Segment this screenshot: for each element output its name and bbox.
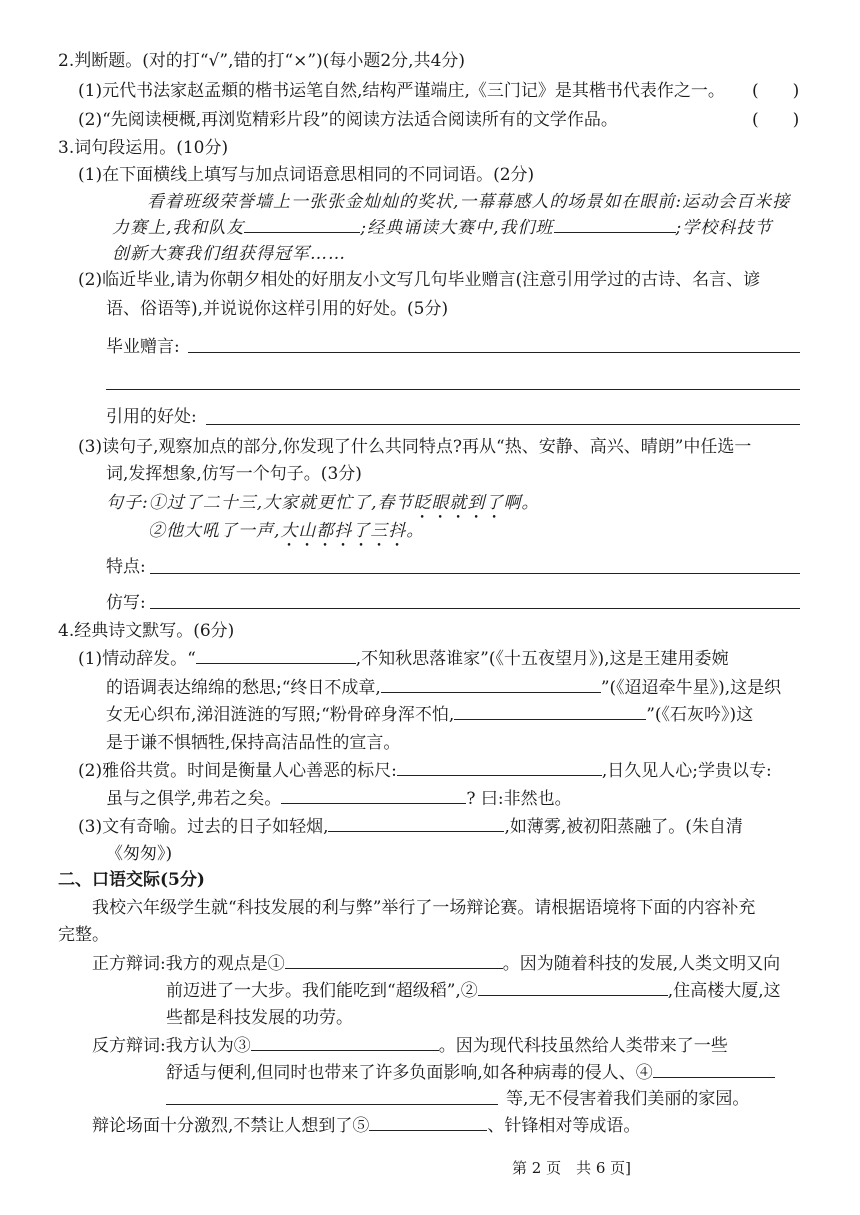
q4-p3-blank1[interactable] [328,816,504,832]
q4-p1-text-a: (1)情动辞发。“ [78,649,196,669]
q4-p2-text-d: ? 曰:非然也。 [466,789,572,809]
q3-p3-feature-line[interactable] [150,573,800,574]
s2-con-text-c: 舒适与便利,但同时也带来了许多负面影响,如各种病毒的侵人、④ [166,1063,653,1083]
q3-p2-answer-line2[interactable] [106,389,800,390]
s2-pro-text-c: 前迈进了一大步。我们能吃到“超级稻”,② [166,981,478,1001]
s2-last-text-b: 、针锋相对等成语。 [487,1116,641,1136]
s2-con-text-a: 反方辩词:我方认为③ [92,1036,251,1056]
q3-p1-line2 [112,217,772,239]
q4-p3-text-a: (3)文有奇喻。过去的日子如轻烟, [78,817,329,837]
q4-p2-blank2[interactable] [281,788,466,804]
q4-p2-blank1[interactable] [397,760,602,776]
q3-p3-label-imitate: 仿写: [106,593,146,613]
s2-con-line3: 等,无不侵害着我们美丽的家园。 [506,1089,750,1109]
s2-pro-text-b: 。因为随着科技的发展,人类文明又向 [502,954,781,974]
s2-blank2[interactable] [478,980,668,996]
q4-p3-line2: 《匆匆》) [106,844,173,864]
s2-blank4[interactable] [653,1062,775,1078]
q4-p1-line2 [106,677,781,699]
q3-p1-line3: 创新大赛我们组获得冠军…… [112,244,346,264]
q4-p1-blank3[interactable] [454,704,646,720]
s2-con-line1 [92,1035,728,1057]
s2-pro-line2 [166,980,781,1002]
s2-intro-line1: 我校六年级学生就“科技发展的利与弊”举行了一场辩论赛。请根据语境将下面的内容补充 [92,898,756,918]
q4-p3-text-b: ,如薄雾,被初阳蒸融了。(朱自清 [504,817,743,837]
q3-p2-label-message: 毕业赠言: [106,337,180,357]
s2-last-line [92,1115,640,1137]
q4-p1-line3 [106,704,753,726]
q3-p2-line1: (2)临近毕业,请为你朝夕相处的好朋友小文写几句毕业赠言(注意引用学过的古诗、名言、谚 [78,270,761,290]
q4-p1-text-d: ”(《迢迢牵牛星》),这是织 [600,678,782,698]
q3-p3-s1-pre: 句子:①过了二十三,大家就更忙了,春节 [106,493,414,513]
q4-p1-line4: 是于谦不惧牺牲,保持高洁品性的宣言。 [106,733,401,753]
s2-pro-line1 [92,953,780,975]
q2-title: 2.判断题。(对的打“√”,错的打“×”)(每小题2分,共4分) [58,51,466,71]
q4-p1-text-f: ”(《石灰吟》)这 [646,705,754,725]
q3-p1-line1: 看着班级荣誉墙上一张张金灿灿的奖状,一幕幕感人的场景如在眼前:运动会百米接 [147,192,791,212]
q4-p1-line1 [78,648,729,670]
q3-p3-s2-post: 。 [406,521,425,541]
q2-item1-answer[interactable]: ( ) [752,81,800,101]
q3-p2-label-benefit: 引用的好处: [106,407,197,427]
s2-blank1[interactable] [285,953,503,969]
q3-p1-title: (1)在下面横线上填写与加点词语意思相同的不同词语。(2分) [78,165,535,185]
s2-con-line2 [166,1062,775,1084]
q3-p2-answer-line3[interactable] [206,424,800,425]
q4-p2-text-b: ,日久见人心;学贵以专: [601,761,772,781]
q4-title: 4.经典诗文默写。(6分) [58,621,235,641]
q4-p2-line1 [78,760,772,782]
q4-p1-blank2[interactable] [381,677,601,693]
q2-item2-answer[interactable]: ( ) [752,110,800,130]
s2-blank4-continued[interactable] [166,1104,498,1105]
q4-p1-text-b: ,不知秋思落谁家”(《十五夜望月》),这是王建用委婉 [355,649,729,669]
q4-p2-text-c: 虽与之俱学,弗若之矣。 [106,789,282,809]
q3-p3-line1: (3)读句子,观察加点的部分,你发现了什么共同特点?再从“热、安静、高兴、晴朗”中任选一 [78,437,752,457]
s2-intro-line2: 完整。 [58,925,109,945]
q3-p3-s2-pre: ②他大吼了一声, [148,521,281,541]
q4-p3-line1 [78,816,743,838]
s2-pro-text-a: 正方辩词:我方的观点是① [92,954,285,974]
s2-blank5[interactable] [369,1115,487,1131]
s2-con-text-b: 。因为现代科技虽然给人类带来了一些 [438,1036,728,1056]
q3-p1-text-c: ;学校科技节 [675,218,773,238]
q4-p2-text-a: (2)雅俗共赏。时间是衡量人心善恶的标尺: [78,761,397,781]
q4-p2-line2 [106,788,572,810]
q4-p1-blank1[interactable] [196,648,356,664]
q3-p3-s1-post: 啊。 [503,493,540,513]
q4-p1-text-e: 女无心织布,涕泪涟涟的写照;“粉骨碎身浑不怕, [106,705,455,725]
q3-p2-line2: 语、俗语等),并说说你这样引用的好处。(5分) [106,299,449,319]
q3-title: 3.词句段运用。(10分) [58,138,229,158]
q3-p3-label-feature: 特点: [106,557,146,577]
q3-p3-line2: 词,发挥想象,仿写一个句子。(3分) [106,464,362,484]
q3-p1-blank2[interactable] [554,217,676,233]
q3-p3-sentence2 [148,520,424,551]
page-footer: 第 2 页 共 6 页] [512,1159,632,1177]
q3-p3-imitate-line[interactable] [150,608,800,609]
q3-p1-text-b: ;经典诵读大赛中,我们班 [360,218,554,238]
q2-item1: (1)元代书法家赵孟頫的楷书运笔自然,结构严谨端庄,《三门记》是其楷书代表作之一。 [78,81,725,101]
q3-p1-blank1[interactable] [244,217,360,233]
s2-pro-line3: 些都是科技发展的功劳。 [166,1008,353,1028]
q3-p2-answer-line1[interactable] [188,352,800,353]
s2-last-text-a: 辩论场面十分激烈,不禁让人想到了⑤ [92,1116,370,1136]
section2-title: 二、口语交际(5分) [58,870,205,890]
q2-item2: (2)“先阅读梗概,再浏览精彩片段”的阅读方法适合阅读所有的文学作品。 [78,110,618,130]
q3-p3-s2-dotted: 大山都抖了三抖 [280,521,407,541]
q4-p1-text-c: 的语调表达绵绵的愁思;“终日不成章, [106,678,381,698]
q3-p1-text-a: 力赛上,我和队友 [112,218,245,238]
q3-p3-s1-dotted: 眨眼就到了 [413,493,504,513]
s2-pro-text-d: ,住高楼大厦,这 [667,981,781,1001]
s2-blank3[interactable] [251,1035,439,1051]
q3-p3-sentence1 [106,492,540,523]
